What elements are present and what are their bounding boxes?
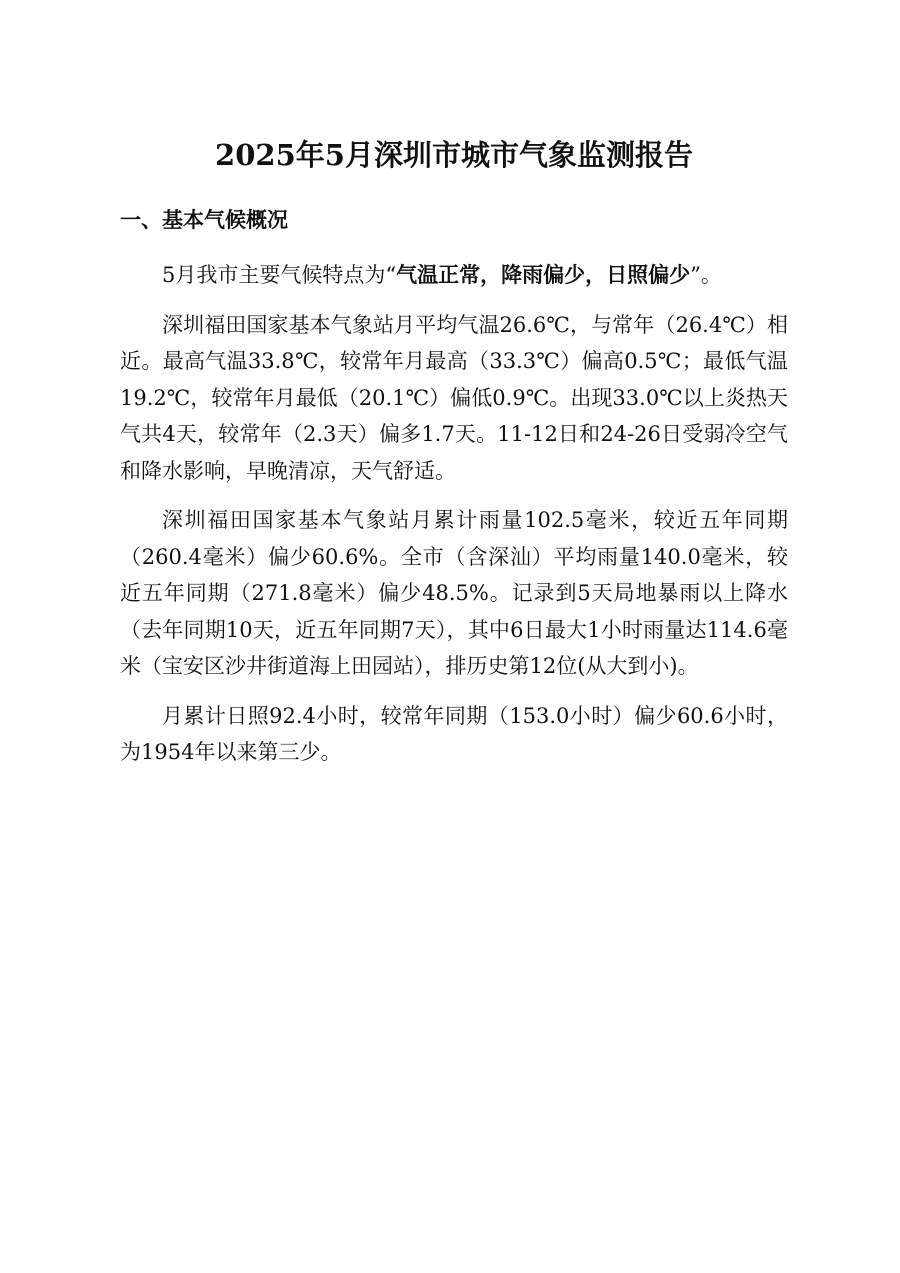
summary-highlight: 气温正常，降雨偏少，日照偏少: [396, 263, 691, 287]
summary-suffix: ”。: [690, 263, 722, 287]
document-title: 2025年5月深圳市城市气象监测报告: [215, 138, 693, 172]
sunshine-paragraph: 月累计日照92.4小时，较常年同期（153.0小时）偏少60.6小时，为1954年以来第三少。: [120, 703, 788, 764]
climate-summary-paragraph: [120, 257, 788, 294]
summary-prefix: 5月我市主要气候特点为“: [162, 263, 397, 287]
rainfall-paragraph: 深圳福田国家基本气象站月累计雨量102.5毫米，较近五年同期（260.4毫米）偏少60.6%。全市（含深汕）平均雨量140.0毫米，较近五年同期（271.8毫米）偏少48.5%。记录到5天局地暴雨以上降水（去年同期10天，近五年同期7天），其中6日最大1小时雨量达114.6毫米（宝安区沙井街道海上田园站），排历史第12位(从大到小)。: [120, 508, 788, 678]
section-heading-basic-climate: 一、基本气候概况: [120, 208, 288, 232]
temperature-paragraph: 深圳福田国家基本气象站月平均气温26.6℃，与常年（26.4℃）相近。最高气温33.8℃，较常年月最高（33.3℃）偏高0.5℃；最低气温19.2℃，较常年月最低（20.1℃）偏低0.9℃。出现33.0℃以上炎热天气共4天，较常年（2.3天）偏多1.7天。11-12日和24-26日受弱冷空气和降水影响，早晚清凉，天气舒适。: [120, 312, 788, 483]
